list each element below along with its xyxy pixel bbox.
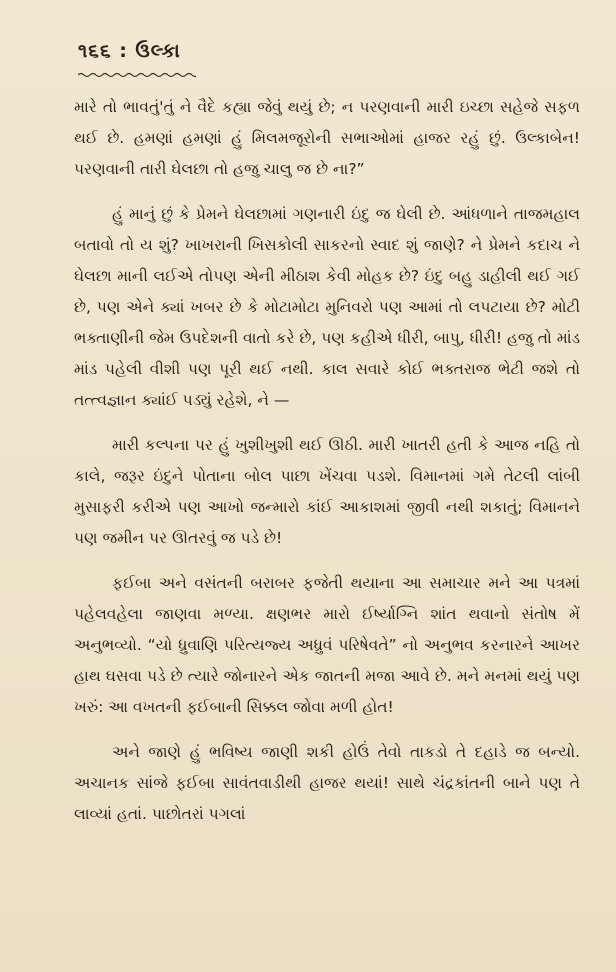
paragraph-2: હું માનું છું કે પ્રેમને ઘેલછામાં ગણનારી ઇંદુ જ ઘેલી છે. આંધળાને તાજમહાલ બતાવો તો ય શું? ખાખરાની ખિસકોલી સાકરનો સ્વાદ શું જાણે? ને પ્રેમને કદાચ ને ઘેલછા માની લઈએ તોપણ એની મીઠાશ કેવી મોહક છે? ઇંદુ બહુ ડાહીલી થઈ ગઈ છે, પણ એને ક્યાં ખબર છે કે મોટામોટા મુનિવરો પણ આમાં તો લપટાયા છે? મોટી ભક્તાણીની જેમ ઉપદેશની વાતો કરે છે, પણ કહીએ ધીરી, બાપુ, ધીરી! હજુ તો માંડ માંડ પહેલી વીશી પણ પૂરી થઈ નથી. કાલ સવારે કોઈ ભક્તરાજ ભેટી જશે તો તત્ત્વજ્ઞાન ક્યાંઈ પડ્યું રહેશે, ને — — [74, 205, 580, 409]
page-header: ૧૬૬ : ઉલ્કા — [78, 40, 181, 62]
body-text — [74, 92, 580, 844]
paragraph-1: મારે તો ભાવતું'તું ને વૈદે કહ્યા જેવું થયું છે; ન પરણવાની મારી ઇચ્છા સહેજે સફળ થઈ છે. હમણાં હમણાં હું મિલમજૂરોની સભાઓમાં હાજર રહું છું. ઉલ્કાબેન! પરણવાની તારી ઘેલછા તો હજુ ચાલુ જ છે ના?” — [74, 98, 580, 178]
paragraph-4: ફઈબા અને વસંતની બરાબર ફજેતી થયાના આ સમાચાર મને આ પત્રમાં પહેલવહેલા જાણવા મળ્યા. ક્ષણભર મારો ઈર્ષ્યાગ્નિ શાંત થવાનો સંતોષ મેં અનુભવ્યો. “યો ધ્રુવાણિ પરિત્યજ્ય અધ્રુવં પરિષેવતે” નો અનુભવ કરનારને આખર હાથ ઘસવા પડે છે ત્યારે જોનારને એક જાતની મજા આવે છે. મને મનમાં થયું પણ ખરું: આ વખતની ફઈબાની સિક્કલ જોવા મળી હોત! — [74, 574, 580, 716]
paragraph-3: મારી કલ્પના પર હું ખુશીખુશી થઈ ઊઠી. મારી ખાતરી હતી કે આજ નહિ તો કાલે, જરૂર ઇંદુને પોતાના બોલ પાછા ખેંચવા પડશે. વિમાનમાં ગમે તેટલી લાંબી મુસાફરી કરીએ પણ આખો જન્મારો કાંઈ આકાશમાં જીવી નથી શકાતું; વિમાનને પણ જમીન પર ઊતરવું જ પડે છે! — [74, 436, 580, 547]
paragraph-5: અને જાણે હું ભવિષ્ય જાણી શકી હોઉં તેવો તાકડો તે દહાડે જ બન્યો. અચાનક સાંજે ફઈબા સાવંતવાડીથી હાજર થયાં! સાથે ચંદ્રકાંતની બાને પણ તે લાવ્યાં હતાં. પાછોતરાં પગલાં — [74, 743, 580, 823]
decorative-wavy-rule — [78, 72, 196, 78]
